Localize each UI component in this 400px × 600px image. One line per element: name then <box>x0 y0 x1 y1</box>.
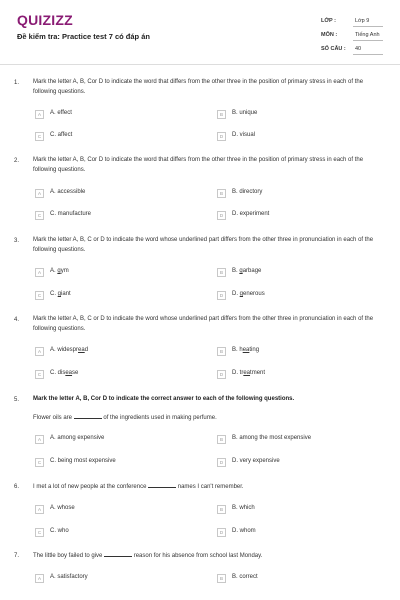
option-letter-box[interactable]: B <box>217 505 226 514</box>
underlined-part: g <box>239 291 244 297</box>
option-letter-box[interactable]: B <box>217 110 226 119</box>
option-letter-box[interactable]: A <box>35 435 44 444</box>
question-number: 2. <box>14 158 20 164</box>
meta-label-subject: MÔN : <box>321 32 338 38</box>
option-letter-box[interactable]: B <box>217 268 226 277</box>
question-number: 6. <box>14 484 20 490</box>
question-number: 3. <box>14 238 20 244</box>
option-label-suffix: arbage <box>242 268 262 274</box>
option-letter-box[interactable]: C <box>35 458 44 467</box>
option-label-prefix: B. <box>232 268 240 274</box>
option-label[interactable]: B. among the most expensive <box>232 435 312 441</box>
option-letter-box[interactable]: A <box>35 110 44 119</box>
option-letter-box[interactable]: A <box>35 574 44 583</box>
option-label[interactable]: D. whom <box>232 528 256 534</box>
question-number: 5. <box>14 397 20 403</box>
option-label[interactable]: B. which <box>232 505 255 511</box>
option-letter-box[interactable]: D <box>217 132 226 141</box>
option-label[interactable]: B. unique <box>232 110 258 116</box>
option-label-prefix: C. <box>50 291 58 297</box>
option-letter-box[interactable]: D <box>217 528 226 537</box>
option-letter-box[interactable]: D <box>217 211 226 220</box>
answer-blank <box>148 482 176 488</box>
option-label[interactable]: A. whose <box>50 505 75 511</box>
underlined-part: g <box>57 291 62 297</box>
option-label[interactable] <box>232 346 259 355</box>
question-number: 4. <box>14 317 20 323</box>
option-label-prefix: B. h <box>232 347 243 353</box>
option-label[interactable] <box>50 369 78 378</box>
option-letter-box[interactable]: B <box>217 189 226 198</box>
option-label[interactable]: A. accessible <box>50 189 86 195</box>
option-label-prefix: A. <box>50 268 58 274</box>
sentence-end: of the ingredients used in making perfume. <box>103 415 217 421</box>
option-label[interactable]: A. among expensive <box>50 435 105 441</box>
answer-blank <box>74 413 102 419</box>
underlined-part: ea <box>243 370 251 376</box>
option-letter-box[interactable]: C <box>35 211 44 220</box>
answer-blank <box>104 551 132 557</box>
option-letter-box[interactable]: A <box>35 347 44 356</box>
option-label[interactable] <box>232 267 261 276</box>
question-text: Mark the letter A, B, Cor D to indicate the word that differs from the other three in the position of primary stress in each of the following questions. <box>33 157 364 173</box>
page-title: Đề kiểm tra: Practice test 7 có đáp án <box>17 32 150 41</box>
question-number: 7. <box>14 553 20 559</box>
header-divider <box>0 64 400 65</box>
question-text: Mark the letter A, B, Cor D to indicate the word that differs from the other three in the position of primary stress in each of the following questions. <box>33 79 364 95</box>
meta-divider <box>353 40 383 41</box>
option-label[interactable] <box>232 290 265 299</box>
option-label-suffix: se <box>72 370 79 376</box>
meta-value-subject: Tiếng Anh <box>355 32 380 38</box>
question-text <box>33 482 388 493</box>
underlined-part: ea <box>242 347 250 353</box>
sentence-end: names I can't remember. <box>177 484 244 490</box>
option-label-prefix: C. dis <box>50 370 66 376</box>
meta-value-count: 40 <box>355 46 362 52</box>
page-header <box>0 0 400 62</box>
option-label[interactable] <box>50 290 71 299</box>
option-letter-box[interactable]: C <box>35 528 44 537</box>
option-label[interactable] <box>50 267 69 276</box>
meta-divider <box>353 26 383 27</box>
option-label[interactable]: C. who <box>50 528 69 534</box>
sentence-start: The little boy failed to give <box>33 553 103 559</box>
option-letter-box[interactable]: B <box>217 574 226 583</box>
option-label[interactable]: D. visual <box>232 132 256 138</box>
underlined-part: ea <box>65 370 73 376</box>
meta-label-count: SỐ CÂU : <box>321 46 346 52</box>
option-label[interactable]: A. effect <box>50 110 72 116</box>
question-text <box>33 551 388 562</box>
option-label-suffix: ting <box>249 347 260 353</box>
option-letter-box[interactable]: A <box>35 189 44 198</box>
option-label-suffix: enerous <box>243 291 265 297</box>
option-label-prefix: A. widespr <box>50 347 79 353</box>
option-letter-box[interactable]: C <box>35 291 44 300</box>
underlined-part: ea <box>78 347 85 353</box>
option-label[interactable]: D. experiment <box>232 211 270 217</box>
meta-label-class: LỚP : <box>321 18 336 24</box>
option-label-suffix: ym <box>60 268 69 274</box>
sentence-end: reason for his absence from school last Monday. <box>133 553 263 559</box>
option-label[interactable]: D. very expensive <box>232 458 280 464</box>
question-sentence <box>33 413 217 421</box>
option-label-suffix: d <box>84 347 89 353</box>
option-label[interactable]: A. satisfactory <box>50 574 88 580</box>
sentence-start: I met a lot of new people at the conference <box>33 484 147 490</box>
option-label-prefix: D. <box>232 291 240 297</box>
option-label[interactable]: C. manufacture <box>50 211 92 217</box>
option-letter-box[interactable]: B <box>217 347 226 356</box>
option-label-suffix: iant <box>61 291 71 297</box>
question-text: Mark the letter A, B, C or D to indicate the word whose underlined part differs from the other three in pronunciation in each of the following questions. <box>33 237 374 253</box>
question-text: Mark the letter A, B, C or D to indicate the word whose underlined part differs from the other three in pronunciation in each of the following questions. <box>33 316 374 332</box>
option-label-suffix: tment <box>250 370 266 376</box>
question-number: 1. <box>14 80 20 86</box>
option-letter-box[interactable]: C <box>35 370 44 379</box>
option-letter-box[interactable]: D <box>217 291 226 300</box>
option-label[interactable] <box>232 369 265 378</box>
option-letter-box[interactable]: A <box>35 268 44 277</box>
option-letter-box[interactable]: D <box>217 370 226 379</box>
meta-divider <box>353 54 383 55</box>
option-letter-box[interactable]: A <box>35 505 44 514</box>
option-label[interactable]: B. directory <box>232 189 263 195</box>
sentence-start: Flower oils are <box>33 415 73 421</box>
meta-value-class: Lớp 9 <box>355 18 370 24</box>
underlined-part: g <box>239 268 243 274</box>
option-label[interactable] <box>50 346 88 355</box>
question-text: Mark the letter A, B, Cor D to indicate the correct answer to each of the following questions. <box>33 396 295 402</box>
option-label[interactable]: C. being most expensive <box>50 458 116 464</box>
quizizz-logo: QUIZIZZ <box>17 12 73 28</box>
option-label[interactable]: B. correct <box>232 574 258 580</box>
option-letter-box[interactable]: D <box>217 458 226 467</box>
option-letter-box[interactable]: B <box>217 435 226 444</box>
option-label-prefix: D. tr <box>232 370 244 376</box>
option-label[interactable]: C. affect <box>50 132 73 138</box>
underlined-part: g <box>57 268 61 274</box>
option-letter-box[interactable]: C <box>35 132 44 141</box>
